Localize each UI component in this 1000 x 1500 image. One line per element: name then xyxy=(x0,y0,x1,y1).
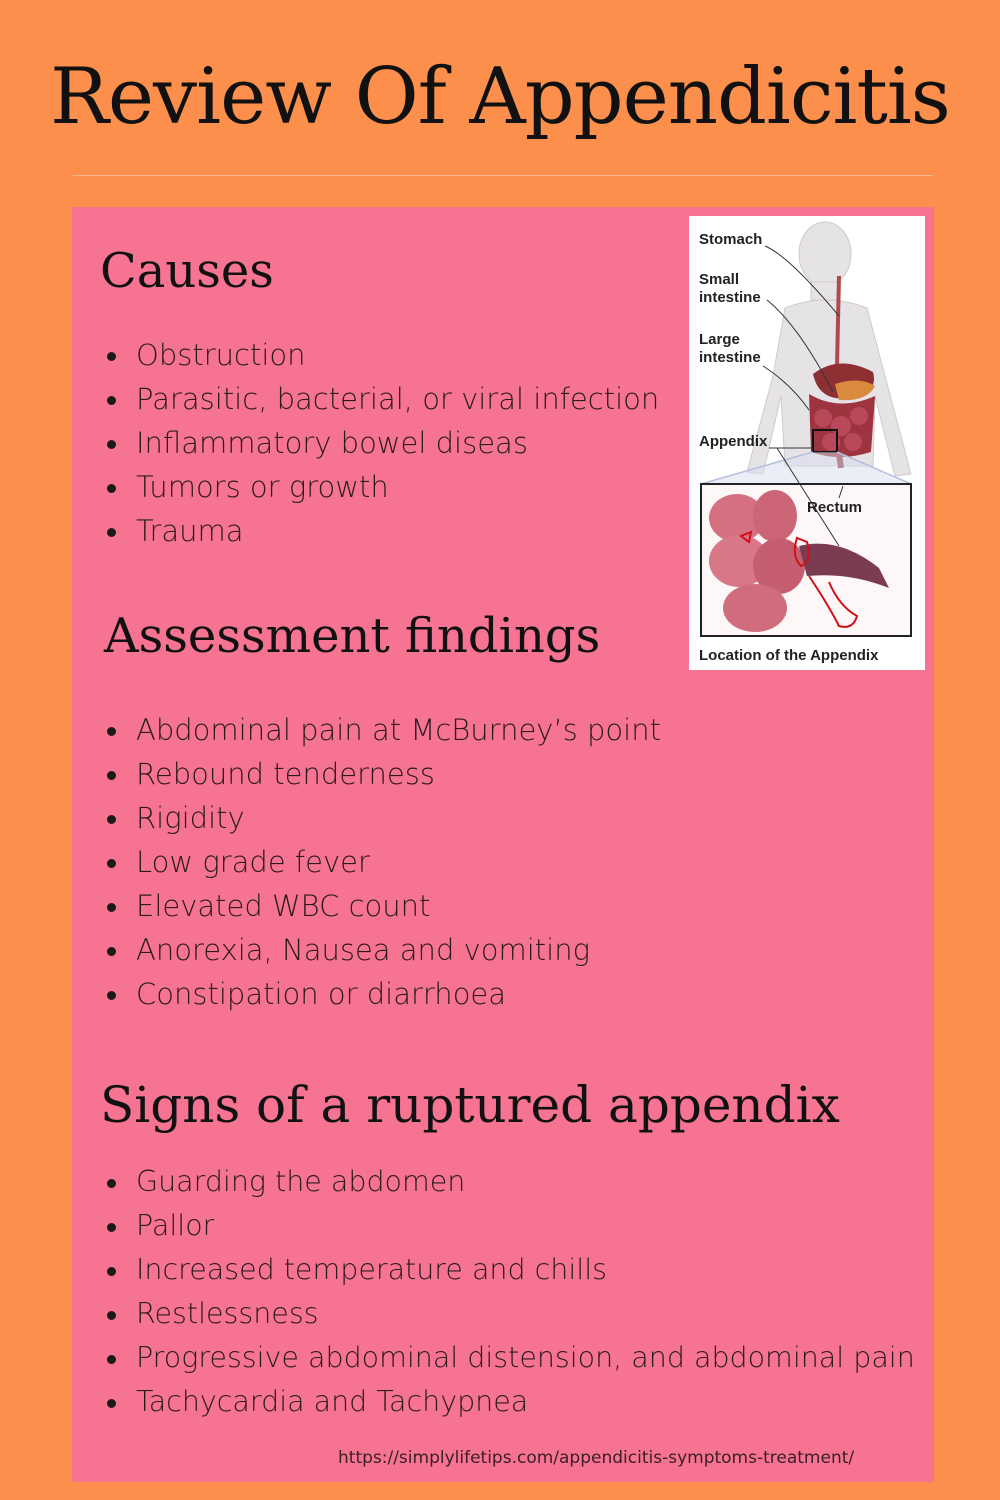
label-small: Small xyxy=(699,271,740,288)
list-item: Low grade fever xyxy=(101,840,661,884)
label-stomach: Stomach xyxy=(699,231,763,248)
list-item: Trauma xyxy=(101,509,659,553)
list-item: Increased temperature and chills xyxy=(101,1248,915,1292)
list-item: Rebound tenderness xyxy=(101,752,661,796)
ruptured-heading: Signs of a ruptured appendix xyxy=(100,1076,840,1134)
label-large: Large xyxy=(699,331,740,348)
assessment-list xyxy=(101,708,661,1016)
list-item: Elevated WBC count xyxy=(101,884,661,928)
label-appendix: Appendix xyxy=(699,433,768,450)
list-item: Guarding the abdomen xyxy=(101,1160,915,1204)
list-item: Anorexia, Nausea and vomiting xyxy=(101,928,661,972)
title-divider xyxy=(73,175,933,176)
list-item: Constipation or diarrhoea xyxy=(101,972,661,1016)
list-item: Rigidity xyxy=(101,796,661,840)
list-item: Tumors or growth xyxy=(101,465,659,509)
page-title: Review Of Appendicitis xyxy=(50,52,950,142)
ruptured-list xyxy=(101,1160,915,1424)
source-url: https://simplylifetips.com/appendicitis-symptoms-treatment/ xyxy=(338,1448,855,1468)
appendix-location-figure xyxy=(689,216,925,670)
causes-heading: Causes xyxy=(100,243,274,299)
figure-caption: Location of the Appendix xyxy=(699,647,879,664)
list-item: Obstruction xyxy=(101,333,659,377)
list-item: Tachycardia and Tachypnea xyxy=(101,1380,915,1424)
list-item: Restlessness xyxy=(101,1292,915,1336)
list-item: Inflammatory bowel diseas xyxy=(101,421,659,465)
label-small-intestine: intestine xyxy=(699,289,761,306)
assessment-heading: Assessment findings xyxy=(104,608,601,664)
causes-list xyxy=(101,333,659,553)
label-large-intestine: intestine xyxy=(699,349,761,366)
list-item: Parasitic, bacterial, or viral infection xyxy=(101,377,659,421)
list-item: Progressive abdominal distension, and abdominal pain xyxy=(101,1336,915,1380)
list-item: Pallor xyxy=(101,1204,915,1248)
label-rectum: Rectum xyxy=(807,499,863,516)
list-item: Abdominal pain at McBurney’s point xyxy=(101,708,661,752)
anatomy-illustration xyxy=(689,216,925,670)
